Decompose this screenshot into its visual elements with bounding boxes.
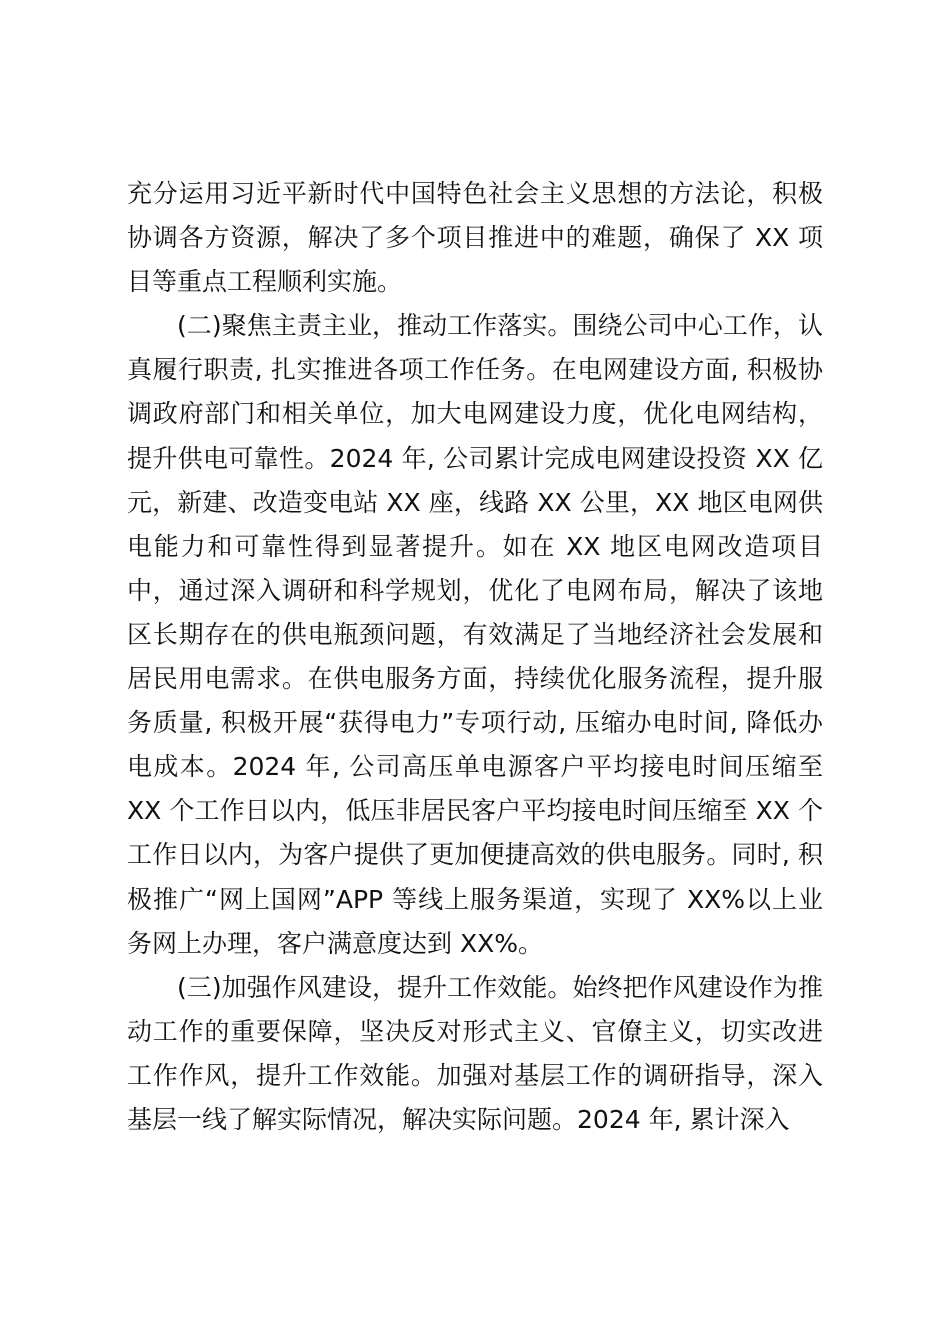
paragraph-section-3: (三)加强作风建设，提升工作效能。始终把作风建设作为推动工作的重要保障，坚决反对形式主义、官僚主义，切实改进工作作风，提升工作效能。加强对基层工作的调研指导，深入基层一线了解实际情况，解决实际问题。2024 年, 累计深入 (127, 972, 823, 1134)
document-body (127, 172, 823, 1142)
paragraph-section-2: (二)聚焦主责主业，推动工作落实。围绕公司中心工作，认真履行职责, 扎实推进各项工作任务。在电网建设方面, 积极协调政府部门和相关单位，加大电网建设力度，优化电网结构，提升供电可靠性。2024 年, 公司累计完成电网建设投资 XX 亿元，新建、改造变电站 XX 座，线路 XX 公里，XX 地区电网供电能力和可靠性得到显著提升。如在 XX 地区电网改造项目中，通过深入调研和科学规划，优化了电网布局，解决了该地区长期存在的供电瓶颈问题，有效满足了当地经济社会发展和居民用电需求。在供电服务方面，持续优化服务流程，提升服务质量, 积极开展“获得电力”专项行动, 压缩办电时间, 降低办电成本。2024 年, 公司高压单电源客户平均接电时间压缩至 XX 个工作日以内，低压非居民客户平均接电时间压缩至 XX 个工作日以内，为客户提供了更加便捷高效的供电服务。同时, 积极推广“网上国网”APP 等线上服务渠道，实现了 XX%以上业务网上办理，客户满意度达到 XX%。 (127, 311, 823, 958)
paragraph-continuation: 充分运用习近平新时代中国特色社会主义思想的方法论，积极协调各方资源，解决了多个项目推进中的难题，确保了 XX 项目等重点工程顺利实施。 (127, 179, 823, 297)
